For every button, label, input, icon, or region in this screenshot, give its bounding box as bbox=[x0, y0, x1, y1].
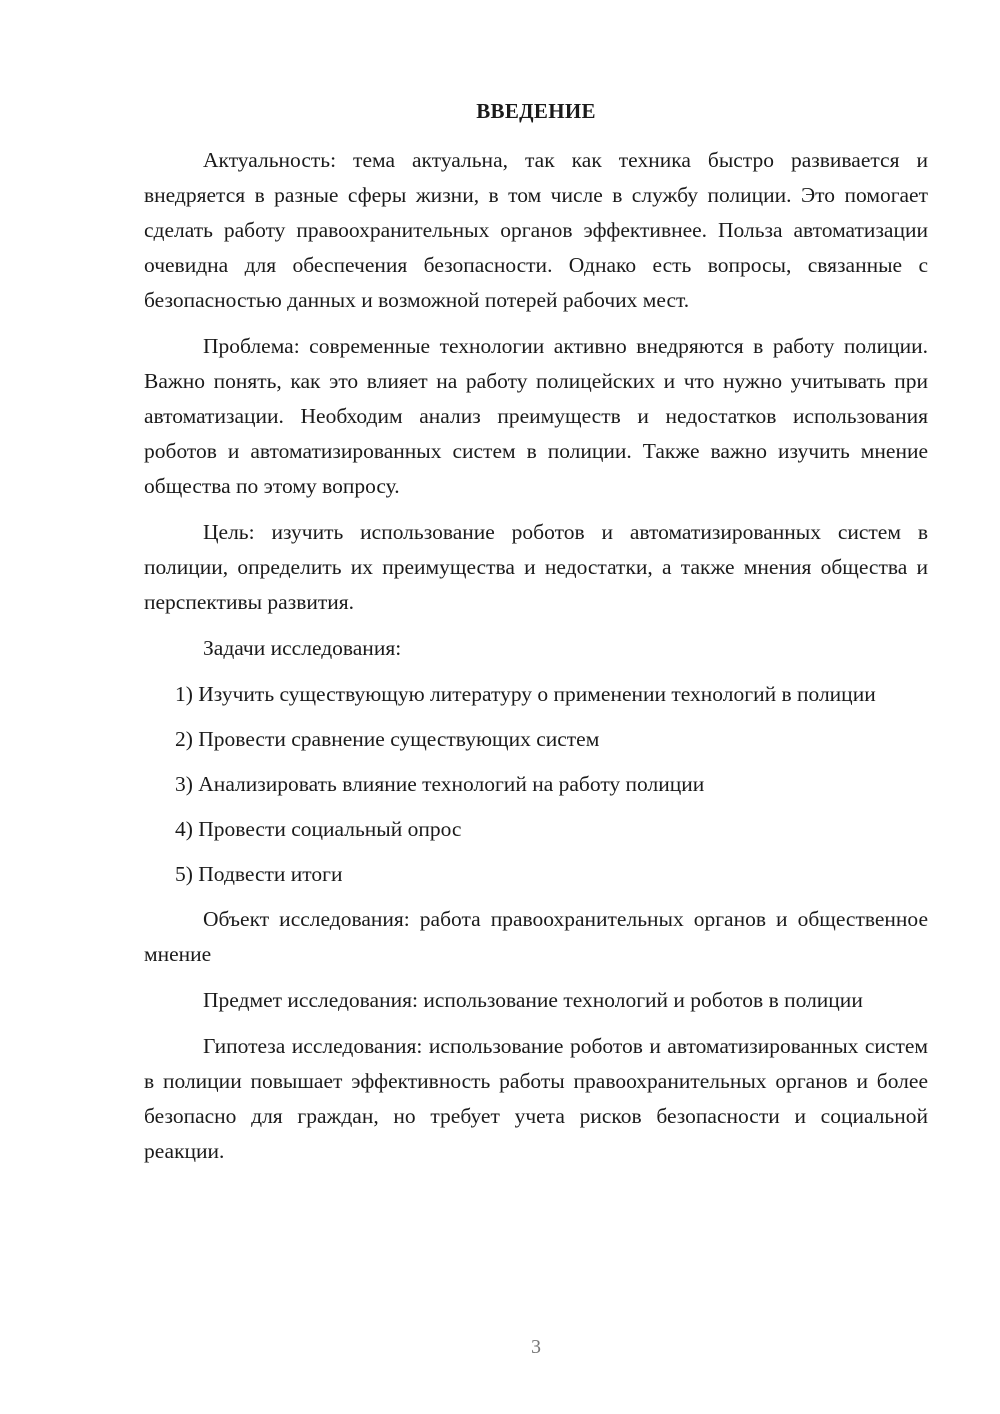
page-number: 3 bbox=[531, 1336, 541, 1358]
tasks-heading: Задачи исследования: bbox=[203, 636, 402, 660]
paragraph-subject: Предмет исследования: использование технологий и роботов в полиции bbox=[203, 988, 863, 1012]
task-item-5: 5) Подвести итоги bbox=[175, 862, 343, 886]
paragraph-relevance: Актуальность: тема актуальна, так как техника быстро развивается и внедряется в разные сферы жизни, в том числе в службу полиции. Это помогает сделать работу правоохранительных органов эффективнее. Польза автоматизации очевидна для обеспечения безопасности. Однако есть вопросы, связанные с безопасностью данных и возможной потерей рабочих мест. bbox=[144, 148, 928, 312]
paragraph-object: Объект исследования: работа правоохранительных органов и общественное мнение bbox=[144, 907, 928, 966]
task-item-1: 1) Изучить существующую литературу о применении технологий в полиции bbox=[175, 682, 876, 706]
task-item-2: 2) Провести сравнение существующих систем bbox=[175, 727, 600, 751]
paragraph-hypothesis: Гипотеза исследования: использование роботов и автоматизированных систем в полиции повышает эффективность работы правоохранительных органов и более безопасно для граждан, но требует учета рисков безопасности и социальной реакции. bbox=[144, 1034, 928, 1163]
task-item-4: 4) Провести социальный опрос bbox=[175, 817, 462, 841]
page-title: ВВЕДЕНИЕ bbox=[476, 99, 596, 123]
paragraph-problem: Проблема: современные технологии активно внедряются в работу полиции. Важно понять, как это влияет на работу полицейских и что нужно учитывать при автоматизации. Необходим анализ преимуществ и недостатков использования роботов и автоматизированных систем в полиции. Также важно изучить мнение общества по этому вопросу. bbox=[144, 334, 928, 498]
document-body bbox=[144, 143, 928, 1180]
paragraph-goal: Цель: изучить использование роботов и автоматизированных систем в полиции, определить их преимущества и недостатки, а также мнения общества и перспективы развития. bbox=[144, 520, 928, 614]
task-item-3: 3) Анализировать влияние технологий на работу полиции bbox=[175, 772, 705, 796]
